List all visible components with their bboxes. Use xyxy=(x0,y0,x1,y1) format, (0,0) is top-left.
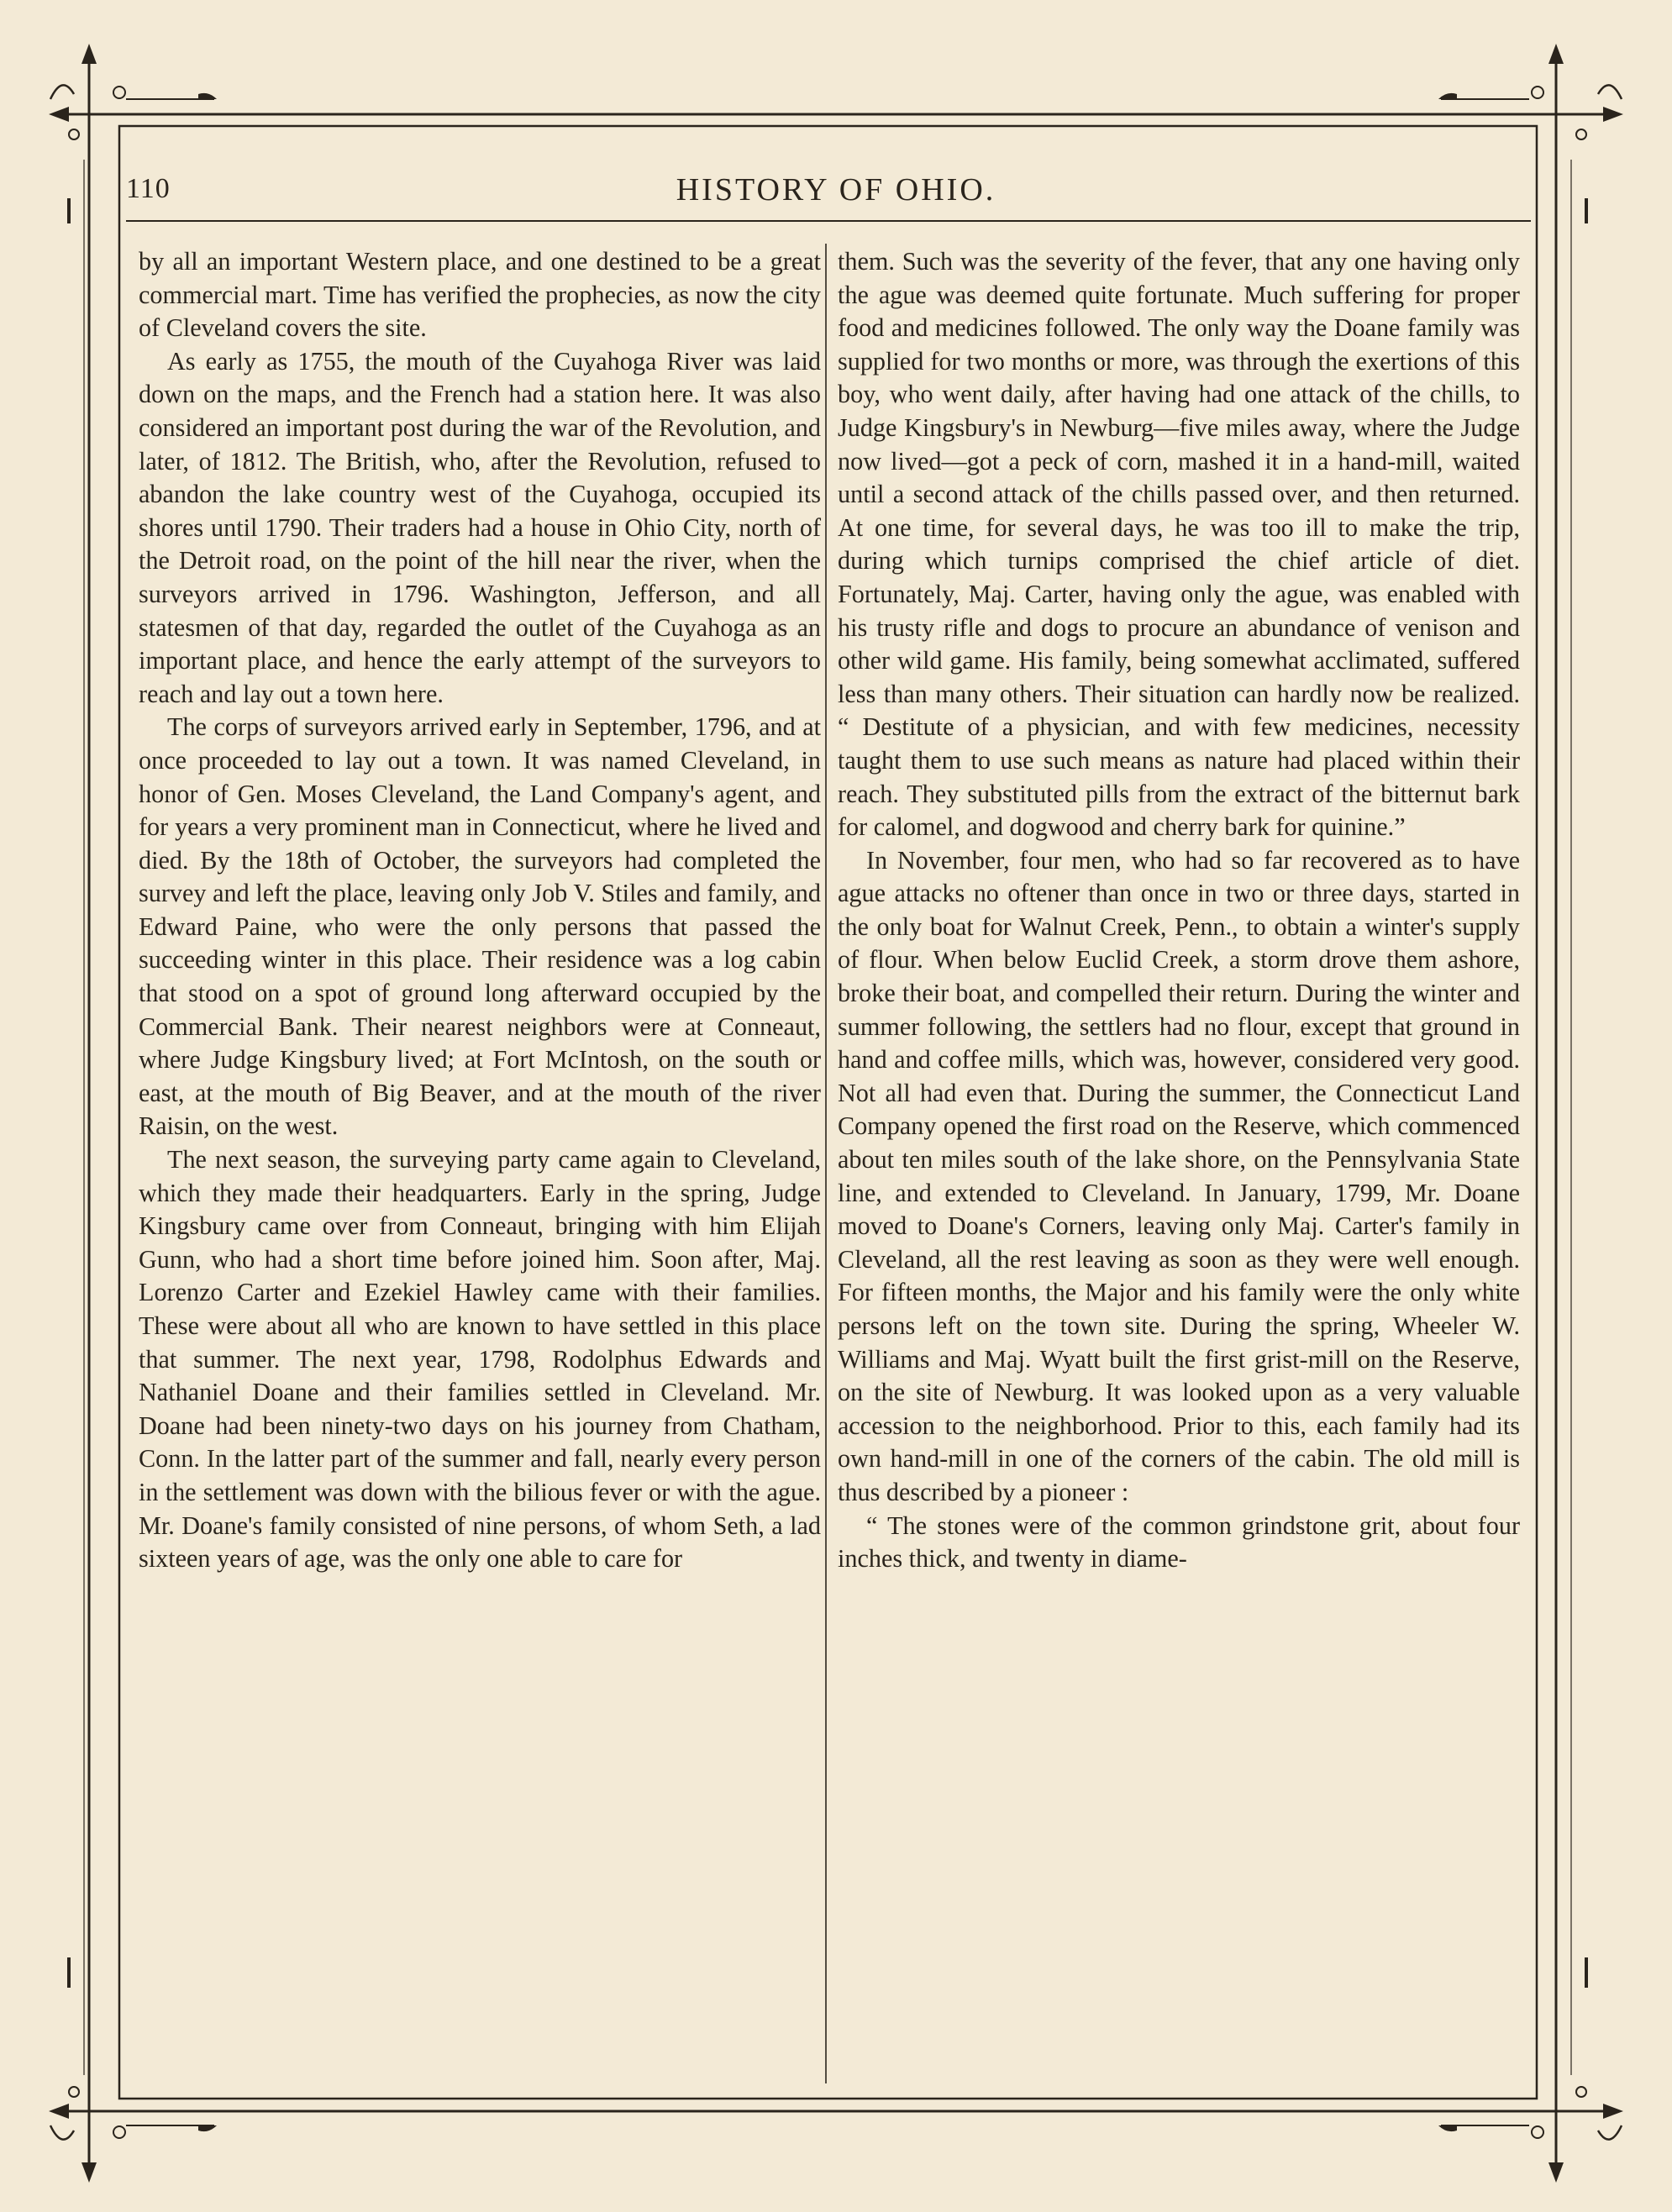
right-text-column xyxy=(838,245,1520,1576)
paragraph: As early as 1755, the mouth of the Cuyahoga River was laid down on the maps, and the French had a station here. It was also considered an important post during the war of the Revolution, and later, of 1812. The British, who, after the Revolution, refused to abandon the lake country west of the Cuyahoga, occupied its shores until 1790. Their traders had a house in Ohio City, north of the Detroit road, on the point of the hill near the river, when the surveyors arrived in 1796. Washington, Jefferson, and all statesmen of that day, regarded the outlet of the Cuyahoga as an important place, and hence the early attempt of the surveyors to reach and lay out a town here. xyxy=(139,346,821,708)
paragraph: The corps of surveyors arrived early in September, 1796, and at once proceeded to lay out a town. It was named Cleveland, in honor of Gen. Moses Cleveland, the Land Company's agent, and for years a very prominent man in Connecticut, where he lived and died. By the 18th of October, the surveyors had completed the survey and left the place, leaving only Job V. Stiles and family, and Edward Paine, who were the only persons that passed the succeeding winter in this place. Their residence was a log cabin that stood on a spot of ground long afterward occupied by the Commercial Bank. Their nearest neighbors were at Conneaut, where Judge Kingsbury lived; at Fort McIntosh, on the south or east, at the mouth of Big Beaver, and at the mouth of the river Raisin, on the west. xyxy=(139,712,821,1141)
paragraph: The next season, the surveying party came again to Cleveland, which they made their headquarters. Early in the spring, Judge Kingsbury came over from Conneaut, bringing with him Elijah Gunn, who had a short time before joined him. Soon after, Maj. Lorenzo Carter and Ezekiel Hawley came with their families. These were about all who are known to have settled in this place that summer. The next year, 1798, Rodolphus Edwards and Nathaniel Doane and their families settled in Cleveland. Mr. Doane had been ninety-two days on his journey from Chatham, Conn. In the latter part of the summer and fall, nearly every person in the settlement was down with the bilious fever or with the ague. Mr. Doane's family consisted of nine persons, of whom Seth, a lad sixteen years of age, was the only one able to care for xyxy=(139,1145,821,1574)
page-number: 110 xyxy=(126,173,171,204)
running-head: HISTORY OF OHIO. xyxy=(676,172,996,208)
left-text-column xyxy=(139,245,821,1576)
paragraph: In November, four men, who had so far recovered as to have ague attacks no oftener than once in two or three days, started in the only boat for Walnut Creek, Penn., to obtain a winter's supply of flour. When below Euclid Creek, a storm drove them ashore, broke their boat, and compelled their return. During the winter and summer following, the settlers had no flour, except that ground in hand and coffee mills, which was, however, considered very good. Not all had even that. During the summer, the Connecticut Land Company opened the first road on the Reserve, which commenced about ten miles south of the lake shore, on the Pennsylvania State line, and extended to Cleveland. In January, 1799, Mr. Doane moved to Doane's Corners, leaving only Maj. Carter's family in Cleveland, all the rest leaving as soon as they were well enough. For fifteen months, the Major and his family were the only white persons left on the town site. During the spring, Wheeler W. Williams and Maj. Wyatt built the first grist-mill on the Reserve, on the site of Newburg. It was looked upon as a very valuable accession to the neighborhood. Prior to this, each family had its own hand-mill in one of the corners of the cabin. The old mill is thus described by a pioneer : xyxy=(838,845,1520,1506)
paragraph: “ The stones were of the common grindstone grit, about four inches thick, and twenty in diame- xyxy=(838,1511,1520,1574)
paragraph: them. Such was the severity of the fever, that any one having only the ague was deemed quite fortunate. Much suffering for proper food and medicines followed. The only way the Doane family was supplied for two months or more, was through the exertions of this boy, who went daily, after having had one attack of the chills, to Judge Kingsbury's in Newburg—five miles away, where the Judge now lived—got a peck of corn, mashed it in a hand-mill, waited until a second attack of the chills passed over, and then returned. At one time, for several days, he was too ill to make the trip, during which turnips comprised the chief article of diet. Fortunately, Maj. Carter, having only the ague, was enabled with his trusty rifle and dogs to procure an abundance of venison and other wild game. His family, being somewhat acclimated, suffered less than many others. Their situation can hardly now be realized. “ Destitute of a physician, and with few medicines, necessity taught them to use such means as nature had placed within their reach. They substituted pills from the extract of the bitternut bark for calomel, and dogwood and cherry bark for quinine.” xyxy=(838,247,1520,842)
paragraph: by all an important Western place, and one destined to be a great commercial mart. Time has verified the prophecies, as now the city of Cleveland covers the site. xyxy=(139,247,821,343)
